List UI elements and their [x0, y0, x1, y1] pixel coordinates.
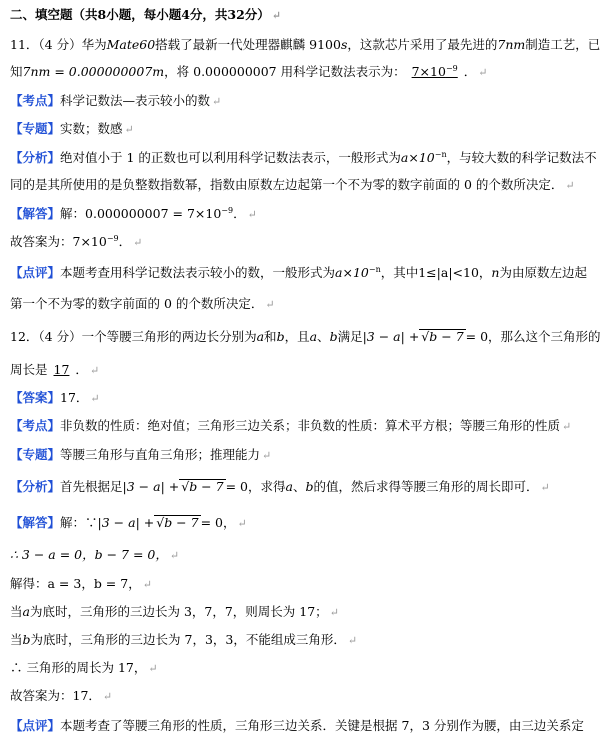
return-mark: ↵: [562, 420, 572, 433]
q12-step2: [10, 576, 601, 593]
tag-zhuanti: 【专题】: [10, 447, 61, 462]
q12-eq0: = 0: [200, 515, 223, 530]
q12-sqrt-expr: √b − 7: [156, 515, 199, 530]
q11-jieda-text: ．: [233, 206, 246, 221]
section-heading-text: 二、填空题（共8小题，每小题4分，共32分）: [10, 7, 270, 22]
q12-stem-text: 和: [264, 329, 277, 344]
q12-zhuanti: [10, 447, 601, 464]
q12-var-b: b: [329, 329, 338, 344]
q12-stem-line1: [10, 329, 601, 345]
q12-daan: [10, 390, 601, 407]
q12-final-answer: [10, 688, 601, 705]
q12-var-b: b: [22, 632, 31, 647]
return-mark: ↵: [212, 95, 222, 108]
q11-fenxi-formula-exp: −n: [434, 150, 447, 159]
q12-var-b: b: [276, 329, 285, 344]
tag-jieda: 【解答】: [10, 515, 61, 530]
q11-zhuanti: [10, 121, 601, 138]
return-mark: ↵: [148, 662, 158, 675]
return-mark: ↵: [347, 634, 358, 647]
return-mark: ↵: [89, 364, 100, 377]
q11-dianping-line1: [10, 265, 601, 281]
return-mark: ↵: [478, 66, 488, 79]
q12-step4-text: 当: [10, 632, 23, 647]
q11-final-answer-exp: −9: [106, 234, 119, 243]
q11-fenxi-text: 绝对值小于 1 的正数也可以利用科学记数法表示，一般形式为: [60, 150, 401, 165]
return-mark: ↵: [237, 517, 247, 530]
q12-var-a: a: [256, 329, 265, 344]
q12-sqrt-expr: √b − 7: [421, 329, 464, 344]
return-mark: ↵: [265, 298, 275, 311]
q11-answer-exp: −9: [445, 64, 458, 73]
q12-var-b: b: [305, 479, 314, 494]
q11-unit-s: s: [340, 37, 348, 52]
tag-kaodian: 【考点】: [10, 418, 61, 433]
q12-dianping: [10, 718, 601, 734]
return-mark: ↵: [124, 123, 134, 136]
q11-zhuanti-text: 实数；数感: [60, 121, 123, 136]
q11-stem-line1: [10, 37, 601, 53]
return-mark: ↵: [565, 179, 575, 192]
q12-sqrt-expr: √b − 7: [181, 479, 224, 494]
q12-step5: [10, 660, 601, 677]
q12-sqrt-radicand: b − 7: [189, 479, 224, 494]
q12-final-answer-text: 故答案为：17．: [10, 688, 101, 703]
q11-final-answer-text: 故答案为：7×10: [10, 234, 107, 249]
q12-fenxi: [10, 479, 601, 496]
tag-dianping: 【点评】: [10, 718, 61, 733]
q12-abs-expr: |3 − a| +: [97, 515, 155, 530]
return-mark: ↵: [329, 606, 339, 619]
q12-zhuanti-text: 等腰三角形与直角三角形；推理能力: [60, 447, 261, 462]
q11-answer-base: 7×10: [411, 64, 446, 79]
q11-dianping-formula-exp: −n: [368, 265, 381, 274]
q11-dianping-formula: a×10: [335, 265, 369, 280]
tag-zhuanti: 【专题】: [10, 121, 61, 136]
q12-step4: [10, 632, 601, 649]
q11-stem-text: 制造工艺，已: [525, 37, 601, 52]
q12-jieda-text: 解：∵: [60, 515, 98, 530]
q11-jieda: [10, 206, 601, 223]
q12-answer-blank: 17: [53, 362, 70, 377]
q12-step3-text: 当: [10, 604, 23, 619]
q11-dianping-n: n: [491, 265, 500, 280]
q11-fenxi-line1: [10, 150, 601, 166]
q11-fenxi-text: ，与较大数的科学记数法不: [446, 150, 597, 165]
q12-fenxi-text: 首先根据足: [60, 479, 123, 494]
q11-final-answer-text: ．: [118, 234, 132, 249]
q12-stem-text: 周长是: [10, 362, 48, 377]
q11-answer-blank: [406, 64, 464, 79]
q11-stem-text: ，将 0.000000007 用科学记数法表示为：: [164, 64, 406, 79]
q11-dianping-line2: [10, 296, 601, 313]
q11-fenxi-formula: a×10: [400, 150, 435, 165]
tag-fenxi: 【分析】: [10, 479, 61, 494]
return-mark: ↵: [142, 578, 152, 591]
q11-fenxi-text: 同的是其所使用的是负整数指数幂，指数由原数左边起第一个不为零的数字前面的 0 的个数所决定．: [10, 177, 564, 192]
q11-dianping-text: 为由原数左边起: [499, 265, 587, 280]
q11-stem-text: 11．（4 分）华为: [10, 37, 107, 52]
return-mark: ↵: [247, 208, 257, 221]
q12-stem-text: ，那么这个三角形的: [488, 329, 601, 344]
q12-daan-text: 17．: [60, 390, 89, 405]
q11-kaodian: [10, 93, 601, 110]
q11-nm: 7nm: [497, 37, 526, 52]
section-heading: [10, 7, 601, 24]
q12-stem-line2: [10, 362, 601, 379]
q11-dianping-text: 本题考查用科学记数法表示较小的数，一般形式为: [60, 265, 336, 280]
return-mark: ↵: [169, 549, 180, 562]
q12-var-a: a: [22, 604, 30, 619]
return-mark: ↵: [540, 481, 550, 494]
tag-jieda: 【解答】: [10, 206, 61, 221]
q12-step3: [10, 604, 601, 621]
q12-step3-text: 为底时，三角形的三边长为 3，7，7，则周长为 17；: [29, 604, 328, 619]
tag-kaodian: 【考点】: [10, 93, 61, 108]
q12-stem-text: 满足: [337, 329, 363, 344]
return-mark: ↵: [262, 449, 272, 462]
q12-jieda-text: ，: [222, 515, 236, 530]
q12-sqrt-radicand: b − 7: [164, 515, 199, 530]
q12-fenxi-text: 的值，然后求得等腰三角形的周长即可．: [313, 479, 539, 494]
q11-stem-text: ．: [463, 64, 477, 79]
q12-var-a: a: [285, 479, 293, 494]
q12-fenxi-text: ，求得: [247, 479, 286, 494]
tag-daan: 【答案】: [10, 390, 61, 405]
q12-var-a: a: [309, 329, 318, 344]
q11-dianping-text: ，其中1≤|a|<10，: [380, 265, 492, 280]
q11-mate: Mate60: [106, 37, 156, 52]
q12-kaodian: [10, 418, 601, 435]
q11-final-answer: [10, 234, 601, 251]
q12-step4-text: 为底时，三角形的三边长为 7，3，3，不能组成三角形．: [30, 632, 346, 647]
q12-stem-text: 、: [317, 329, 330, 344]
return-mark: ↵: [133, 236, 143, 249]
q12-step1-text: ∴ 3 − a = 0，b − 7 = 0，: [10, 547, 168, 562]
q12-kaodian-text: 非负数的性质：绝对值；三角形三边关系；非负数的性质：算术平方根；等腰三角形的性质: [60, 418, 561, 433]
q11-stem-line2: [10, 64, 601, 81]
q12-jieda: [10, 515, 601, 532]
q11-dianping-text: 第一个不为零的数字前面的 0 的个数所决定．: [10, 296, 264, 311]
q12-eq0: = 0: [465, 329, 489, 344]
q11-jieda-exp: −9: [221, 206, 234, 215]
q12-step2-text: 解得：a = 3，b = 7，: [10, 576, 141, 591]
q11-fenxi-line2: [10, 177, 601, 194]
q12-eq0: = 0: [225, 479, 248, 494]
q11-stem-text: ，这款芯片采用了最先进的: [347, 37, 498, 52]
return-mark: ↵: [102, 690, 113, 703]
q11-stem-text: 知: [10, 64, 23, 79]
q11-jieda-text: 解：0.000000007 = 7×10: [60, 206, 222, 221]
q12-sqrt-radicand: b − 7: [429, 329, 464, 344]
tag-dianping: 【点评】: [10, 265, 61, 280]
q12-step1: [10, 547, 601, 564]
return-mark: ↵: [90, 392, 100, 405]
q12-stem-text: ，且: [284, 329, 310, 344]
q11-kaodian-text: 科学记数法—表示较小的数: [60, 93, 211, 108]
tag-fenxi: 【分析】: [10, 150, 61, 165]
q11-stem-text: 搭载了最新一代处理器麒麟 9100: [155, 37, 341, 52]
q11-nm-equation: 7nm = 0.000000007m: [22, 64, 165, 79]
q12-dianping-text: 本题考查了等腰三角形的性质，三角形三边关系．关键是根据 7，3 分别作为腰，由三边关系定: [60, 718, 584, 733]
q12-stem-text: ．: [75, 362, 88, 377]
return-mark: ↵: [271, 9, 282, 22]
q12-abs-expr: |3 − a| +: [362, 329, 420, 344]
q12-step5-text: ∴ 三角形的周长为 17，: [10, 660, 147, 675]
q12-stem-text: 12．（4 分）一个等腰三角形的两边长分别为: [10, 329, 257, 344]
q12-fenxi-text: 、: [292, 479, 306, 494]
q12-abs-expr: |3 − a| +: [122, 479, 180, 494]
